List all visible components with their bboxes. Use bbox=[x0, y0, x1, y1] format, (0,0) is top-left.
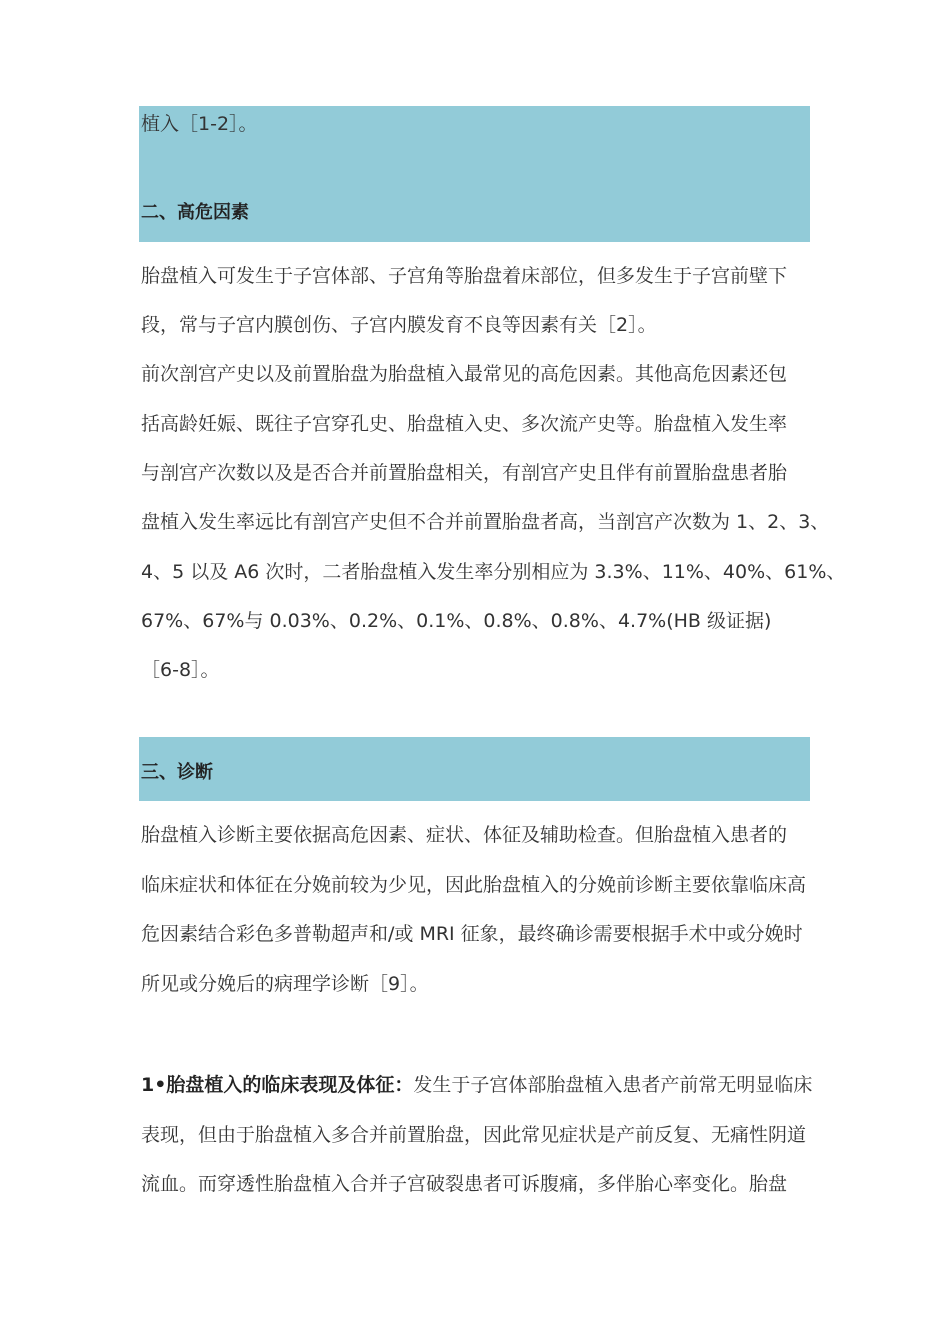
section-2-line: ［6-8］。 bbox=[141, 659, 220, 681]
subsection-1-line: 流血。而穿透性胎盘植入合并子宫破裂患者可诉腹痛，多伴胎心率变化。胎盘 bbox=[141, 1173, 788, 1195]
subsection-1-first-line bbox=[141, 1073, 812, 1097]
section-2-line: 67%、67%与 0.03%、0.2%、0.1%、0.8%、0.8%、4.7%(HB 级证据) bbox=[141, 610, 772, 632]
section-3-heading: 三、诊断 bbox=[141, 762, 213, 783]
section-2-line: 前次剖宫产史以及前置胎盘为胎盘植入最常见的高危因素。其他高危因素还包 bbox=[141, 363, 788, 385]
section-3-line: 所见或分娩后的病理学诊断［9］。 bbox=[141, 973, 429, 995]
section-2-heading: 二、高危因素 bbox=[141, 202, 249, 223]
section-2-line: 胎盘植入可发生于子宫体部、子宫角等胎盘着床部位，但多发生于子宫前壁下 bbox=[141, 265, 788, 287]
section-2-line: 盘植入发生率远比有剖宫产史但不合并前置胎盘者高，当剖宫产次数为 1、2、3、 bbox=[141, 511, 830, 533]
section-3-line: 胎盘植入诊断主要依据高危因素、症状、体征及辅助检查。但胎盘植入患者的 bbox=[141, 824, 788, 846]
section-3-line: 临床症状和体征在分娩前较为少见，因此胎盘植入的分娩前诊断主要依靠临床高 bbox=[141, 874, 807, 896]
section-2-line: 段，常与子宫内膜创伤、子宫内膜发育不良等因素有关［2］。 bbox=[141, 314, 657, 336]
subsection-1-line: 表现，但由于胎盘植入多合并前置胎盘，因此常见症状是产前反复、无痛性阴道 bbox=[141, 1124, 807, 1146]
section-2-line: 括高龄妊娠、既往子宫穿孔史、胎盘植入史、多次流产史等。胎盘植入发生率 bbox=[141, 413, 788, 435]
section-3-heading-band bbox=[139, 737, 810, 801]
section-2-line: 4、5 以及 A6 次时，二者胎盘植入发生率分别相应为 3.3%、11%、40%、61%、 bbox=[141, 561, 846, 583]
intro-tail-text: 植入［1-2］。 bbox=[141, 113, 258, 135]
subsection-1-title: 1•胎盘植入的临床表现及体征： bbox=[141, 1074, 414, 1096]
section-2-line: 与剖宫产次数以及是否合并前置胎盘相关，有剖宫产史且伴有前置胎盘患者胎 bbox=[141, 462, 788, 484]
section-3-line: 危因素结合彩色多普勒超声和/或 MRI 征象，最终确诊需要根据手术中或分娩时 bbox=[141, 923, 803, 945]
subsection-1-first-line-text: 发生于子宫体部胎盘植入患者产前常无明显临床 bbox=[413, 1074, 813, 1096]
